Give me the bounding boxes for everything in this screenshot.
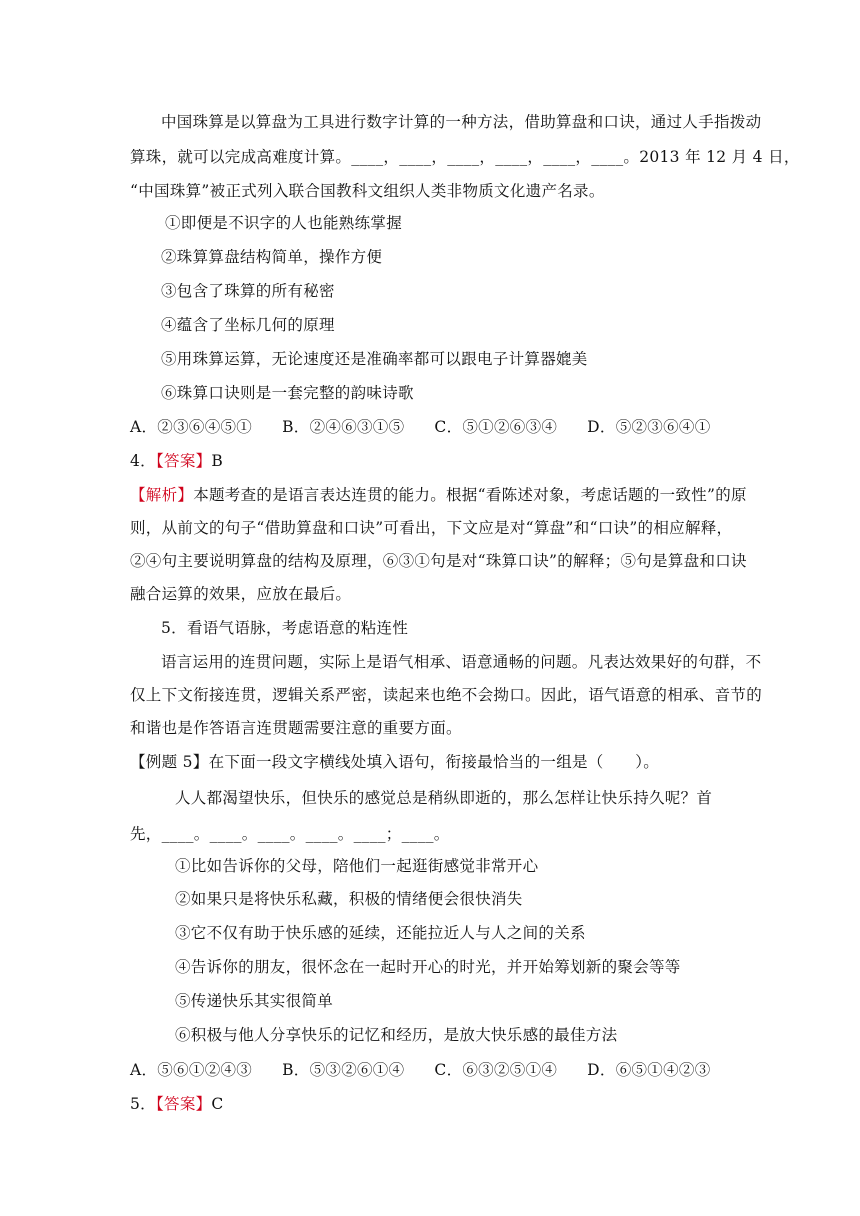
answer-value: B — [211, 452, 224, 470]
example-passage-line: 人人都渴望快乐，但快乐的感觉总是稍纵即逝的，那么怎样让快乐持久呢？首 — [175, 789, 713, 807]
answer-tag: 【答案】 — [155, 452, 212, 470]
option-c: C．⑥③②⑤①④ — [434, 1061, 558, 1079]
section-heading: 5．看语气语脉，考虑语意的粘连性 — [161, 619, 409, 637]
list-item: ③包含了珠算的所有秘密 — [161, 282, 335, 300]
paragraph-line: 中国珠算是以算盘为工具进行数字计算的一种方法，借助算盘和口诀，通过人手指拨动 — [161, 113, 762, 131]
analysis-line — [130, 485, 747, 505]
paragraph-line: “中国珠算”被正式列入联合国教科文组织人类非物质文化遗产名录。 — [130, 182, 605, 200]
option-b: B．②④⑥③①⑤ — [282, 418, 405, 436]
list-item: ⑤用珠算运算，无论速度还是准确率都可以跟电子计算器媲美 — [161, 350, 588, 368]
option-a: A．⑤⑥①②④③ — [130, 1061, 253, 1079]
analysis-line: 融合运算的效果，应放在最后。 — [130, 585, 352, 603]
answer-tag: 【答案】 — [155, 1095, 212, 1113]
list-item: ②珠算算盘结构简单，操作方便 — [161, 248, 383, 266]
list-item: ④告诉你的朋友，很怀念在一起时开心的时光，并开始筹划新的聚会等等 — [175, 958, 681, 976]
example-passage-line: 先，____。____。____。____。____；____。 — [130, 825, 450, 843]
paragraph-line: 算珠，就可以完成高难度计算。____，____，____，____，____，____。2013 年 12 月 4 日， — [130, 148, 800, 166]
answer-line — [130, 451, 223, 471]
option-d: D．⑥⑤①④②③ — [587, 1061, 711, 1079]
answer-number: 4． — [130, 452, 156, 470]
section-line: 语言运用的连贯问题，实际上是语气相承、语意通畅的问题。凡表达效果好的句群，不 — [161, 653, 762, 671]
analysis-line: ②④句主要说明算盘的结构及原理，⑥③①句是对“珠算口诀”的解释；⑤句是算盘和口诀 — [130, 552, 747, 570]
section-line: 和谐也是作答语言连贯题需要注意的重要方面。 — [130, 719, 462, 737]
answer-line — [130, 1094, 224, 1114]
answer-value: C — [211, 1095, 224, 1113]
section-line: 仅上下文衔接连贯，逻辑关系严密，读起来也绝不会拗口。因此，语气语意的相承、音节的 — [130, 686, 763, 704]
example-text: 在下面一段文字横线处填入语句，衔接最恰当的一组是（ ）。 — [208, 753, 660, 771]
option-b: B．⑤③②⑥①④ — [282, 1061, 405, 1079]
example-question — [130, 752, 659, 772]
list-item: ②如果只是将快乐私藏，积极的情绪便会很快消失 — [175, 890, 523, 908]
list-item: ③它不仅有助于快乐感的延续，还能拉近人与人之间的关系 — [175, 924, 586, 942]
list-item: ①比如告诉你的父母，陪他们一起逛街感觉非常开心 — [175, 857, 539, 875]
option-c: C．⑤①②⑥③④ — [434, 418, 558, 436]
list-item: ⑥积极与他人分享快乐的记忆和经历，是放大快乐感的最佳方法 — [175, 1026, 618, 1044]
answer-number: 5． — [130, 1095, 156, 1113]
answer-options — [130, 1060, 741, 1080]
analysis-text: 本题考查的是语言表达连贯的能力。根据“看陈述对象，考虑话题的一致性”的原 — [193, 486, 747, 504]
list-item: ①即便是不识字的人也能熟练掌握 — [165, 214, 403, 232]
answer-options — [130, 417, 741, 437]
list-item: ④蕴含了坐标几何的原理 — [161, 316, 335, 334]
list-item: ⑤传递快乐其实很简单 — [175, 992, 334, 1010]
list-item: ⑥珠算口诀则是一套完整的韵味诗歌 — [161, 384, 414, 402]
example-tag: 【例题 5】 — [130, 753, 209, 771]
option-a: A．②③⑥④⑤① — [130, 418, 253, 436]
option-d: D．⑤②③⑥④① — [587, 418, 711, 436]
analysis-tag: 【解析】 — [130, 486, 194, 504]
analysis-line: 则，从前文的句子“借助算盘和口诀”可看出，下文应是对“算盘”和“口诀”的相应解释， — [130, 519, 733, 537]
